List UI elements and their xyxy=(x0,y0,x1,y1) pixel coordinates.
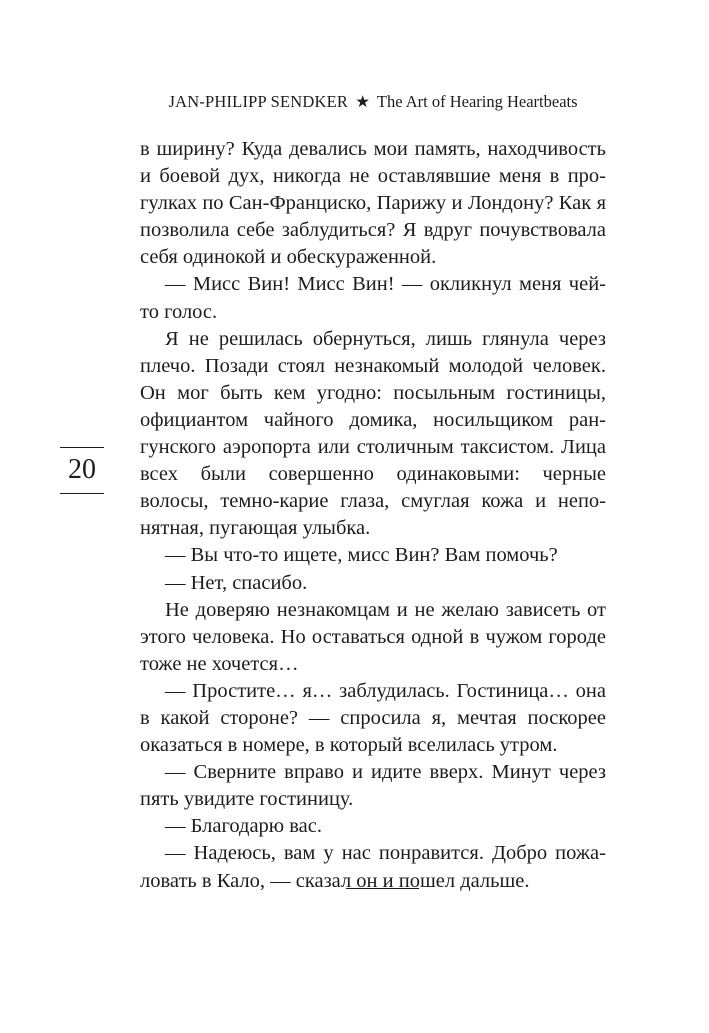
paragraph: — Вы что-то ищете, мисс Вин? Вам помочь? xyxy=(165,544,558,567)
section-end-rule xyxy=(346,888,419,889)
paragraph: — Простите… я… заблудилась. Гостиница… она в какой стороне? — спросила я, мечтая поскорее оказаться в номере, в который вселилась утром. xyxy=(140,679,606,757)
paragraph: — Нет, спасибо. xyxy=(165,571,308,594)
body-text xyxy=(140,136,606,895)
page-number-block xyxy=(60,447,104,493)
page-number: 20 xyxy=(68,454,96,485)
header-book-title: The Art of Hearing Heartbeats xyxy=(376,92,578,111)
paragraph: в ширину? Куда девались мои память, находчивость и боевой дух, никогда не оставлявшие меня в прогулках по Сан-Франциско, Парижу и Лондону? Как я позволила себе заблудиться? Я вдруг почувствовала себя одинокой и обескураженной. xyxy=(140,138,606,269)
running-header xyxy=(140,92,606,112)
paragraph: — Благодарю вас. xyxy=(165,815,322,838)
page-number-rule-bottom xyxy=(60,493,104,494)
star-icon: ★ xyxy=(355,92,371,111)
paragraph: — Мисс Вин! Мисс Вин! — окликнул меня чей-то голос. xyxy=(140,273,606,323)
paragraph: — Сверните вправо и идите вверх. Минут через пять увидите гостиницу. xyxy=(140,761,606,811)
paragraph: — Надеюсь, вам у нас понравится. Добро пожаловать в Кало, — сказал он и пошел дальше. xyxy=(140,842,606,892)
header-author: JAN-PHILIPP SENDKER xyxy=(168,92,349,111)
paragraph: Не доверяю незнакомцам и не желаю зависеть от этого человека. Но оставаться одной в чужом городе тоже не хочется… xyxy=(140,598,606,675)
paragraph: Я не решилась обернуться, лишь глянула через плечо. Позади стоял незнакомый молодой человек. Он мог быть кем угодно: посыльным гостиницы, официантом чайного домика, носильщиком рангунского аэропорта или столичным таксистом. Лица всех были совершенно одинаковыми: черные волосы, темно-карие глаза, смуглая кожа и непонятная, пугающая улыбка. xyxy=(140,327,606,540)
page-number-rule-top xyxy=(60,447,104,448)
